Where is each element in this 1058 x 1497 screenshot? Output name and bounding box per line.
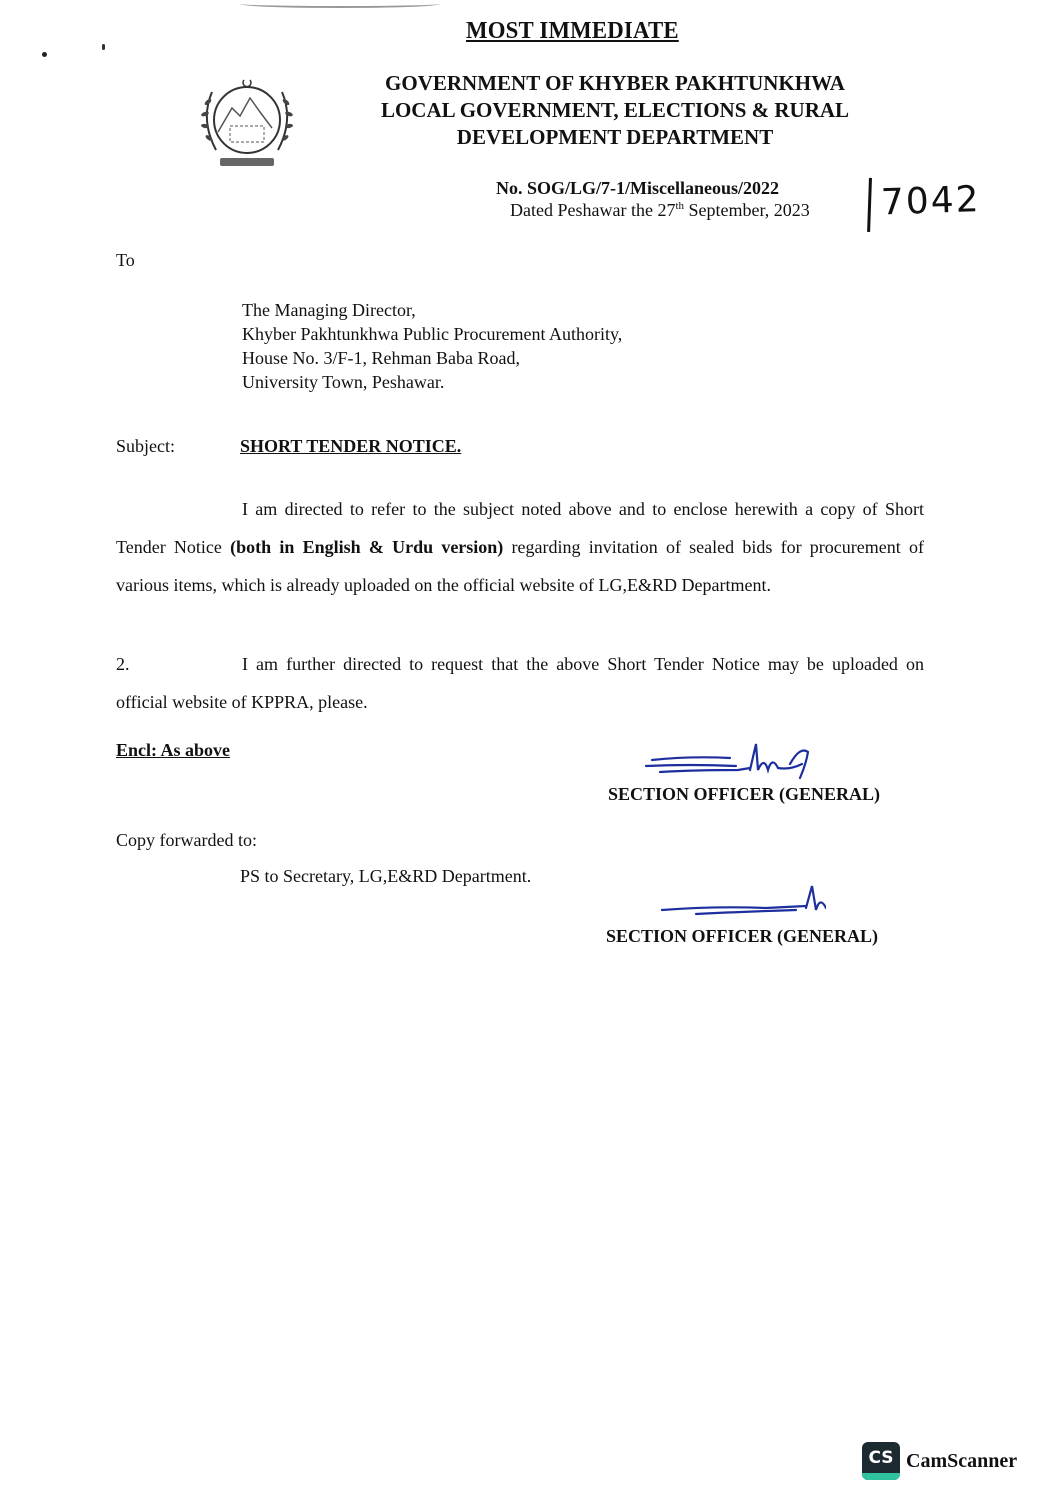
signatory-title: SECTION OFFICER (GENERAL) <box>608 784 881 804</box>
signature-icon <box>640 734 810 782</box>
diary-number: 7042 <box>880 179 982 224</box>
scan-artifact <box>240 0 440 8</box>
camscanner-label: CamScanner <box>906 1449 1018 1472</box>
para1-text: I am directed to refer to the subject noted above and to enclose herewith a copy of Short Tender Notice <box>116 499 924 557</box>
date-suffix: September, 2023 <box>684 200 810 220</box>
enclosure-note: Encl: As above <box>116 740 231 760</box>
camscanner-logo-icon: CS <box>862 1442 900 1480</box>
kp-emblem-icon <box>194 72 300 172</box>
date-prefix: Dated Peshawar the 27 <box>510 200 676 220</box>
address-line: Khyber Pakhtunkhwa Public Procurement Authority, <box>242 324 623 344</box>
header-line: GOVERNMENT OF KHYBER PAKHTUNKHWA <box>385 71 845 95</box>
address-line: The Managing Director, <box>242 300 416 320</box>
para1-bold: (both in English & Urdu version) <box>230 537 504 557</box>
address-line: House No. 3/F-1, Rehman Baba Road, <box>242 348 520 368</box>
header-line: LOCAL GOVERNMENT, ELECTIONS & RURAL <box>380 98 850 122</box>
copy-forwarded-label: Copy forwarded to: <box>116 830 257 850</box>
paragraph-2 <box>116 645 924 721</box>
address-line: University Town, Peshawar. <box>242 372 445 392</box>
to-label: To <box>116 250 135 270</box>
priority-heading: MOST IMMEDIATE <box>466 18 679 44</box>
signature-icon <box>656 880 826 928</box>
recipient-address <box>242 298 622 394</box>
para2-text: I am further directed to request that the above Short Tender Notice may be uploaded on official website of KPPRA, please. <box>116 654 924 712</box>
subject-label: Subject: <box>116 436 175 456</box>
date-ordinal: th <box>675 200 685 212</box>
scan-dot <box>42 52 47 57</box>
date-line <box>510 200 810 221</box>
camscanner-watermark <box>862 1442 1017 1480</box>
copy-recipient: PS to Secretary, LG,E&RD Department. <box>240 866 532 886</box>
handwritten-diary-number <box>867 174 981 232</box>
para1-text-end: regarding invitation of sealed bids for procurement of various items, which is already uploaded on the official website of LG,E&RD Department. <box>116 537 924 595</box>
para2-number: 2. <box>116 654 130 674</box>
reference-number: No. SOG/LG/7-1/Miscellaneous/2022 <box>496 178 780 198</box>
handwritten-stroke <box>867 178 872 232</box>
scan-mark <box>102 44 105 50</box>
signatory-title: SECTION OFFICER (GENERAL) <box>606 926 879 946</box>
subject-text: SHORT TENDER NOTICE. <box>240 436 462 456</box>
department-header <box>355 70 875 151</box>
paragraph-1 <box>116 490 924 604</box>
header-line: DEVELOPMENT DEPARTMENT <box>456 125 774 149</box>
